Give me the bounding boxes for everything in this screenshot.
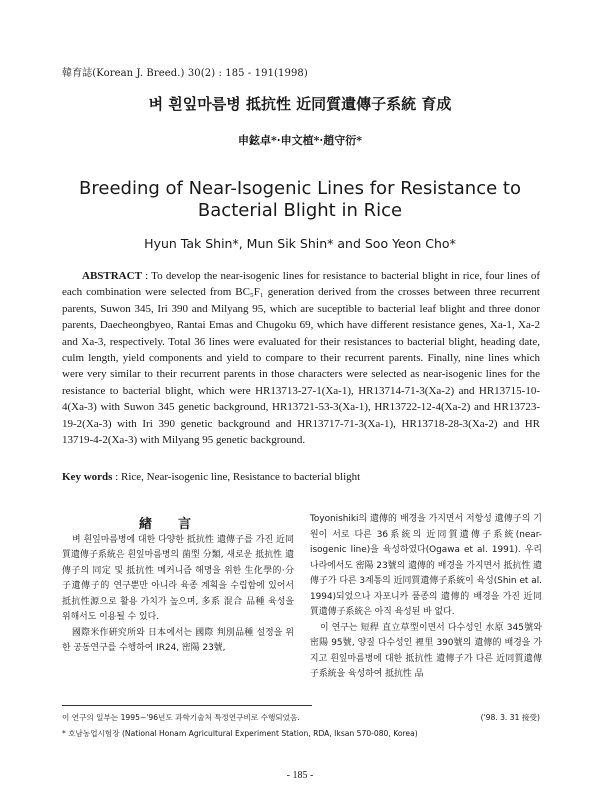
page-number: - 185 - [286, 770, 314, 781]
keywords [62, 471, 540, 483]
korean-authors: 申鉉卓*·申文植*·趙守衍* [238, 134, 362, 147]
footnote-funding [62, 712, 540, 723]
footnote-funding-text: 이 연구의 일부는 1995∼'96년도 과학기술처 특정연구비로 수행되었음. [62, 713, 300, 722]
left-paragraph-2: 國際米作硏究所와 日本에서는 國際 判別品種 설정을 위한 공동연구를 수행하여 IR24, 密陽 23號, [62, 627, 294, 653]
footnote-divider [62, 705, 312, 706]
korean-title: 벼 흰잎마름병 抵抗性 近同質遺傳子系統 育成 [148, 95, 452, 113]
english-title [0, 178, 600, 222]
section-heading-introduction: 緖言 [138, 517, 217, 532]
abstract-label: ABSTRACT [82, 270, 142, 282]
right-paragraph-1: Toyonishiki의 遺傳的 배경을 가지면서 저항성 遺傳子의 기원이 서로 다른 36系統의 近同質遺傳子系統(near-isogenic line)을 육성하였다(Ogawa et al. 1991). 우리나라에서도 密陽 23號의 遺傳的 배경을 가지면서 抵抗性 遺傳子가 다른 3계통의 近同質遺傳子系統이 육성(Shin et al. 1994)되었으나 자포니카 품종의 遺傳的 배경을 가진 近同質遺傳子系統은 아직 육성된 바 없다. [310, 514, 542, 617]
keywords-text: : Rice, Near-isogenic line, Resistance to bacterial blight [112, 471, 361, 483]
abstract-text: : To develop the near-isogenic lines for resistance to bacterial blight in rice, four lines of each combination were selected from BC₅F₁ generation derived from the crosses between three recurrent parents, Suwon 345, Iri 390 and Milyang 95, which are suceptible to bacterial leaf blight and three donor parents, Daecheongbyeo, Rantai Emas and Chugoku 69, which have different resistance genes, Xa-1, Xa-2 and Xa-3, respectively. Total 36 lines were evaluated for their resistances to bacterial blight, heading date, culm length, yield components and yield to compare to their recurrent parents. Finally, nine lines which were very similar to their recurrent parents in those characters were selected as near-isogenic lines for the resistance to bacterial blight, which were HR13713-27-1(Xa-1), HR13714-71-3(Xa-2) and HR13715-10-4(Xa-3) with Suwon 345 genetic background, HR13721-53-3(Xa-1), HR13722-12-4(Xa-2) and HR13723-19-2(Xa-3) with Iri 390 genetic background and HR13717-71-3(Xa-1), HR13718-28-3(Xa-2) and HR 13719-4-2(Xa-3) with Milyang 95 genetic background. [62, 270, 540, 447]
left-paragraph-1: 벼 흰잎마름병에 대한 다양한 抵抗性 遺傳子를 가진 近同質遺傳子系統은 흰잎마름병의 菌型 分類, 새로운 抵抗性 遺傳子의 同定 및 抵抗性 메커니즘 해명을 위한 生化學的·分子遺傳子的 연구뿐만 아니라 육종 계획을 수립함에 있어서 抵抗性源으로 활용 가치가 높으며, 多系 混合 品種 육성을 위해서도 이용될 수 있다. [62, 534, 294, 622]
left-column [62, 517, 294, 657]
keywords-label: Key words [62, 471, 113, 483]
journal-reference: 韓育誌(Korean J. Breed.) 30(2) : 185 - 191(1998) [62, 68, 308, 79]
english-authors: Hyun Tak Shin*, Mun Sik Shin* and Soo Yeon Cho* [144, 236, 456, 251]
right-paragraph-2: 이 연구는 短稈 直立草型이면서 다수성인 水原 345號와 密陽 95號, 양질 다수성인 裡里 390號의 遺傳的 배경을 가지고 흰잎마름병에 대한 抵抗性 遺傳子가 다른 近同質遺傳子系統을 육성하여 抵抗性 品 [310, 622, 542, 679]
abstract [62, 268, 540, 448]
footnote-affiliation: * 호남농업시험장 (National Honam Agricultural Experiment Station, RDA, Iksan 570-080, Korea) [62, 729, 418, 738]
english-title-line2: Bacterial Blight in Rice [197, 200, 403, 221]
english-title-line1: Breeding of Near-Isogenic Lines for Resistance to [79, 178, 521, 199]
right-column [310, 512, 542, 683]
footnote-received-date: ('98. 3. 31 接受) [480, 713, 540, 722]
